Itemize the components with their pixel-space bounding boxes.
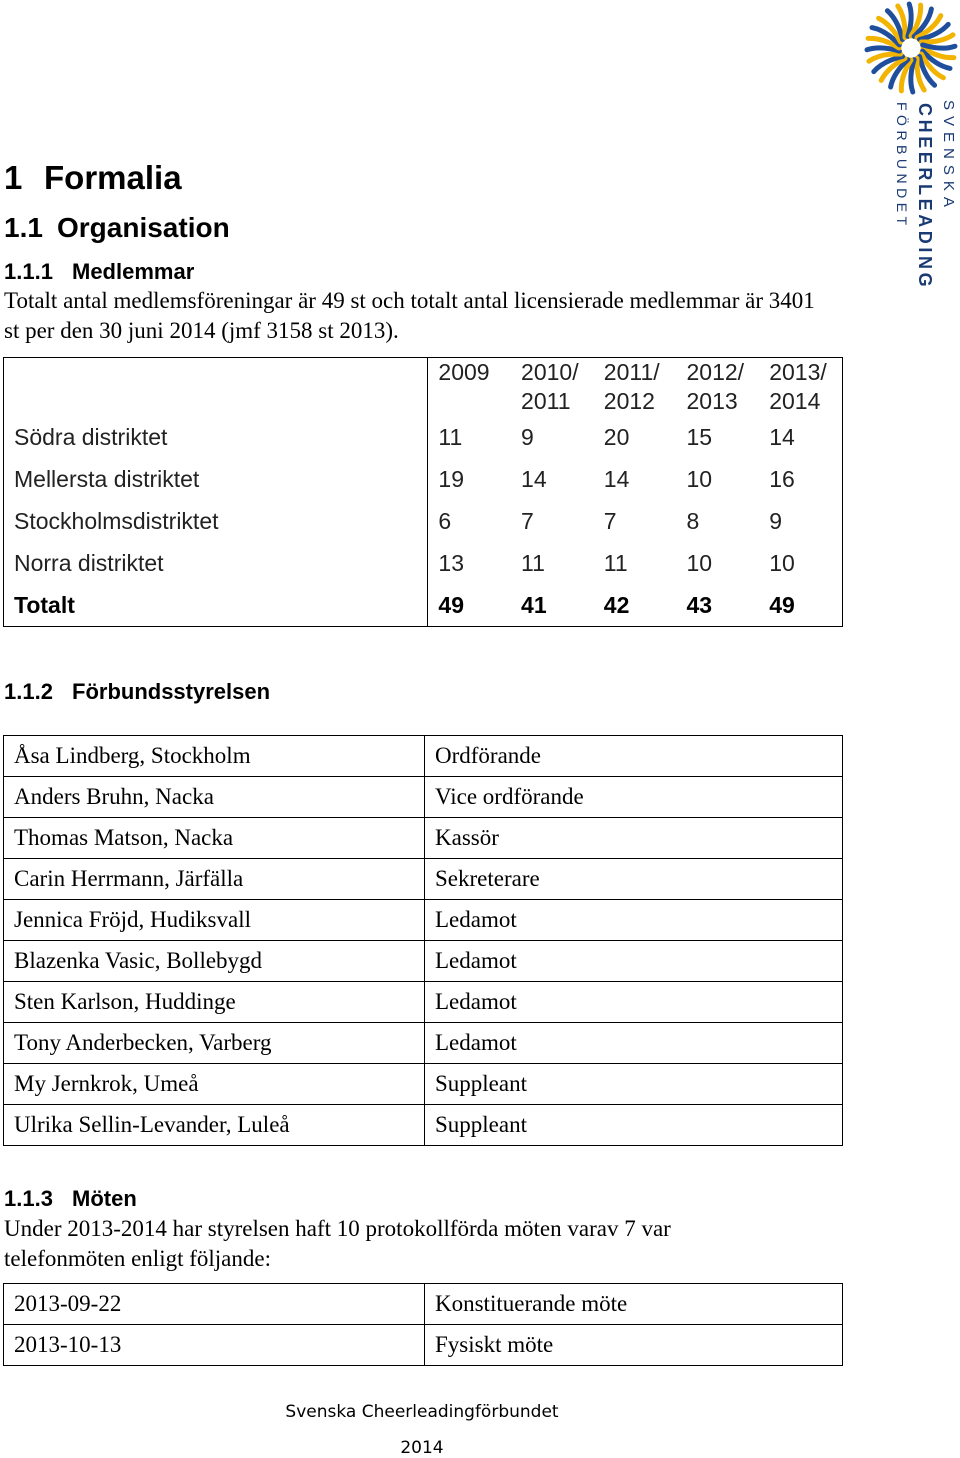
logo-ray [908,4,911,36]
table-cell: 11 [438,423,463,450]
board-member-role: Ordförande [425,736,843,777]
table-cell: 16 [769,465,795,492]
heading-members-number: 1.1.1 [4,259,53,284]
logo-text-forbundet: FÖRBUNDET [894,102,910,230]
logo-ray [867,48,899,51]
table-row [4,818,843,859]
table-row [4,859,843,900]
footer-year: 2014 [400,1438,444,1458]
heading-meetings [4,1184,137,1214]
table-cell: 9 [769,507,783,534]
heading-board [4,677,270,707]
heading-1 [4,156,182,200]
heading-board-text: Förbundsstyrelsen [72,679,271,704]
district-name: Södra distriktet [4,416,428,458]
table-row [4,941,843,982]
board-member-name: Åsa Lindberg, Stockholm [4,736,425,777]
table-header-row [4,358,843,417]
board-member-role: Ledamot [425,900,843,941]
table-header-empty [4,358,428,417]
heading-1-text: Formalia [44,159,182,196]
total-cell: 41 [521,591,547,618]
board-table [3,735,843,1146]
board-member-name: My Jernkrok, Umeå [4,1064,425,1105]
logo-text-cheerleading: CHEERLEADING [915,103,935,291]
heading-members-text: Medlemmar [72,259,195,284]
board-member-name: Carin Herrmann, Järfälla [4,859,425,900]
board-member-role: Ledamot [425,941,843,982]
table-row [4,736,843,777]
table-cell: 10 [769,549,795,576]
table-row [4,1064,843,1105]
board-member-role: Vice ordförande [425,777,843,818]
board-member-role: Ledamot [425,1023,843,1064]
table-cell: 14 [603,465,630,492]
table-row [4,1284,843,1325]
table-row [4,500,843,542]
table-row [4,1105,843,1146]
total-cell: 49 [438,591,465,618]
table-row [4,1325,843,1366]
table-header-cell: 2009 [438,359,490,385]
heading-board-number: 1.1.2 [4,679,53,704]
meeting-date: 2013-09-22 [4,1284,425,1325]
table-cell: 15 [686,423,713,450]
district-name: Stockholmsdistriktet [4,500,428,542]
board-member-name: Jennica Fröjd, Hudiksvall [4,900,425,941]
table-row [4,458,843,500]
table-row [4,542,843,584]
table-cell: 14 [521,465,547,492]
board-member-role: Suppleant [425,1105,843,1146]
table-header-cell: 2011/ 2012 [603,359,660,414]
meeting-type: Konstituerande möte [425,1284,843,1325]
footer-organisation: Svenska Cheerleadingförbundet [285,1402,559,1422]
heading-members [4,257,194,287]
table-header-cell: 2012/ 2013 [686,359,745,414]
board-member-role: Sekreterare [425,859,843,900]
board-member-name: Blazenka Vasic, Bollebygd [4,941,425,982]
table-row [4,982,843,1023]
table-cell: 9 [521,423,534,450]
table-cell: 10 [686,465,713,492]
board-member-name: Anders Bruhn, Nacka [4,777,425,818]
meetings-paragraph: Under 2013-2014 har styrelsen haft 10 protokollförda möten varav 7 var telefonmöten enligt följande: [4,1216,671,1271]
heading-1-number: 1 [4,159,23,196]
table-total-row [4,584,843,627]
table-cell: 8 [686,507,700,534]
meeting-type: Fysiskt möte [425,1325,843,1366]
heading-2-text: Organisation [57,212,230,243]
table-cell: 11 [603,549,628,576]
board-member-role: Kassör [425,818,843,859]
total-cell: 42 [603,591,630,618]
table-cell: 13 [438,549,465,576]
sunburst-logo-icon [862,0,960,100]
board-member-name: Ulrika Sellin-Levander, Luleå [4,1105,425,1146]
table-cell: 20 [603,423,630,450]
board-member-role: Ledamot [425,982,843,1023]
table-header-cell: 2010/ 2011 [521,359,579,414]
board-member-role: Suppleant [425,1064,843,1105]
total-cell: 43 [686,591,713,618]
table-cell: 11 [521,549,545,576]
logo-text-svenska: SVENSKA [940,100,957,213]
logo [862,0,960,320]
total-cell: 49 [769,591,795,618]
members-paragraph: Totalt antal medlemsföreningar är 49 st och totalt antal licensierade medlemmar är 3401 st per den 30 juni 2014 (jmf 3158 st 2013). [4,288,815,343]
board-member-name: Tony Anderbecken, Varberg [4,1023,425,1064]
heading-2 [4,208,230,248]
heading-meetings-number: 1.1.3 [4,1186,53,1211]
table-cell: 7 [521,507,534,534]
members-table [3,357,843,627]
table-row [4,1023,843,1064]
table-cell: 14 [769,423,795,450]
heading-meetings-text: Möten [72,1186,137,1211]
table-row [4,416,843,458]
table-cell: 6 [438,507,452,534]
table-cell: 19 [438,465,465,492]
logo-ray [923,45,955,48]
table-cell: 7 [603,507,617,534]
meeting-date: 2013-10-13 [4,1325,425,1366]
district-name: Norra distriktet [4,542,428,584]
board-member-name: Thomas Matson, Nacka [4,818,425,859]
heading-2-number: 1.1 [4,212,43,243]
board-member-name: Sten Karlson, Huddinge [4,982,425,1023]
table-header-cell: 2013/ 2014 [769,359,827,414]
table-cell: 10 [686,549,713,576]
total-label: Totalt [4,584,428,627]
table-row [4,777,843,818]
meetings-table [3,1283,843,1366]
logo-ray [911,60,914,92]
table-row [4,900,843,941]
district-name: Mellersta distriktet [4,458,428,500]
